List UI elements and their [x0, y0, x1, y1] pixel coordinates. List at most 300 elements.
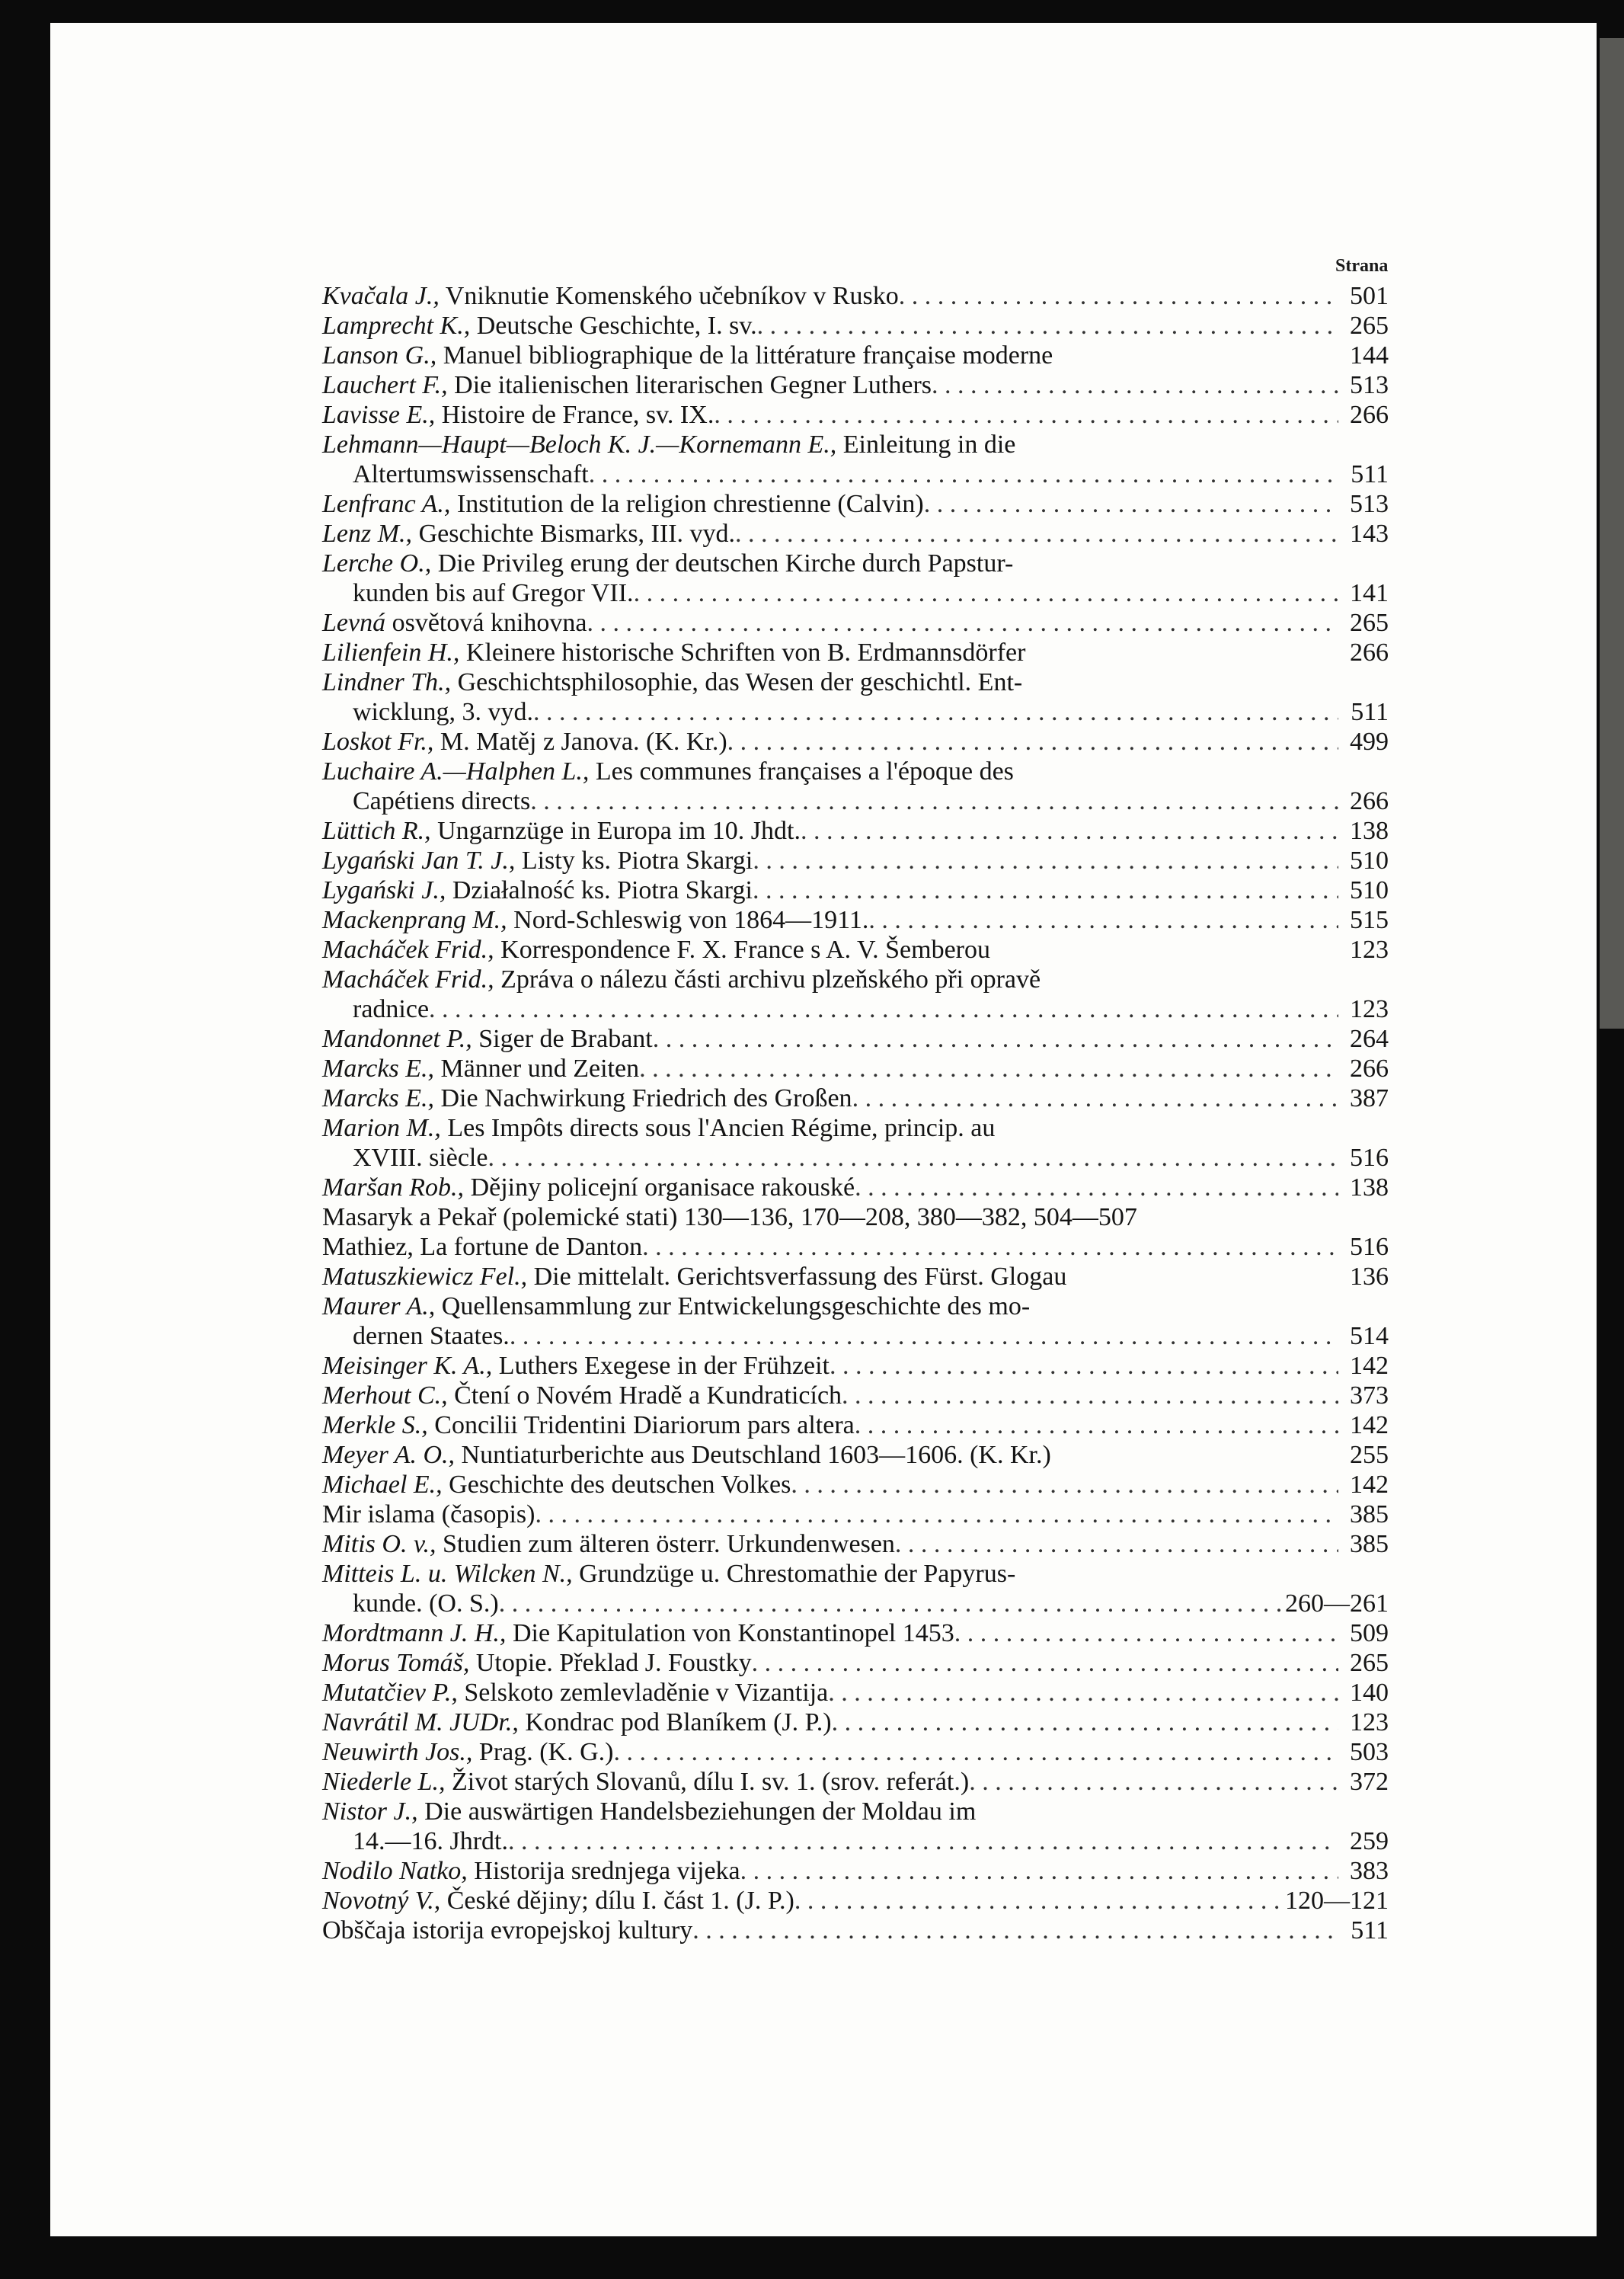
entry-text: [322, 1054, 639, 1083]
entry-author: Lüttich R.,: [322, 817, 431, 845]
index-entry: [322, 1054, 1389, 1083]
entry-title: Deutsche Geschichte, I. sv.: [470, 312, 757, 340]
entry-author: Marcks E.,: [322, 1084, 434, 1112]
entry-title: Siger de Brabant: [472, 1025, 653, 1053]
entry-page: 259: [1350, 1827, 1389, 1855]
index-entry: [322, 994, 1389, 1024]
dot-leader: [794, 1886, 1280, 1916]
entry-title: Geschichte des deutschen Volkes: [442, 1471, 791, 1499]
entry-page: 123: [1350, 936, 1389, 964]
entry-text: [322, 1559, 1015, 1589]
scan-edge-right: [1600, 38, 1624, 1029]
entry-text: [322, 965, 1041, 994]
entry-text: [322, 667, 1022, 697]
entry-text: [322, 1292, 1030, 1321]
entry-text: [322, 1024, 653, 1054]
entry-page: 510: [1350, 876, 1389, 904]
entry-author: Lauchert F.,: [322, 371, 448, 399]
entry-text: [322, 1678, 828, 1708]
index-entry: [322, 1202, 1389, 1232]
entry-author: Lanson G.,: [322, 341, 437, 370]
page-column-label: Strana: [1335, 256, 1389, 276]
index-entry: [322, 1886, 1389, 1916]
entry-text: [322, 935, 990, 965]
index-entry: [322, 816, 1389, 846]
entry-author: Kvačala J.,: [322, 282, 440, 310]
dot-leader: [587, 608, 1339, 638]
dot-leader: [499, 1589, 1280, 1618]
index-entry: [322, 578, 1389, 608]
index-entry: [322, 935, 1389, 965]
index-entry: [322, 1083, 1389, 1113]
entry-text: [353, 459, 589, 489]
entry-author: Lerche O.,: [322, 549, 432, 578]
entry-author: Luchaire A.—Halphen L.,: [322, 757, 590, 786]
entry-author: Mordtmann J. H.,: [322, 1619, 507, 1647]
dot-leader: [752, 1648, 1338, 1678]
entry-text: [322, 1500, 535, 1529]
index-entry: [322, 1589, 1389, 1618]
entry-text: [322, 1232, 642, 1262]
entry-text: [322, 1381, 842, 1410]
index-entry: [322, 1410, 1389, 1440]
entry-title: Geschichtsphilosophie, das Wesen der geschichtl. Ent-: [451, 668, 1023, 696]
entry-text: [322, 875, 753, 905]
index-entry: [322, 1351, 1389, 1381]
index-entry: [322, 549, 1389, 578]
entry-page: 383: [1350, 1857, 1389, 1885]
entry-text: [322, 846, 753, 875]
dot-leader: [639, 1054, 1338, 1083]
entry-title: Die Kapitulation von Konstantinopel 1453: [506, 1619, 954, 1647]
dot-leader: [753, 846, 1338, 875]
index-entry: [322, 1321, 1389, 1351]
entry-text: [322, 519, 735, 549]
entry-text: [322, 489, 924, 519]
entry-text: [322, 311, 757, 341]
entry-text: [353, 1321, 510, 1351]
dot-leader: [714, 400, 1338, 430]
entry-page: 516: [1350, 1233, 1389, 1261]
entry-author: Merhout C.,: [322, 1381, 448, 1410]
entry-text: [353, 1826, 508, 1856]
entry-page: 265: [1350, 312, 1389, 340]
entry-page: 266: [1350, 401, 1389, 429]
entry-title: Nuntiaturberichte aus Deutschland 1603—1606. (K. Kr.): [455, 1441, 1051, 1469]
index-entry: [322, 1232, 1389, 1262]
entry-text: [353, 697, 533, 727]
dot-leader: [753, 875, 1338, 905]
entry-text: [322, 1797, 976, 1826]
entry-page: 140: [1350, 1679, 1389, 1707]
entry-title: Les Impôts directs sous l'Ancien Régime, princip. au: [440, 1114, 996, 1142]
index-entry: [322, 1143, 1389, 1173]
entry-title: Einleitung in die: [836, 431, 1016, 459]
dot-leader: [530, 786, 1338, 816]
entry-text: [322, 608, 587, 638]
entry-author: Lilienfein H.,: [322, 639, 460, 667]
entry-author: Levná: [322, 609, 386, 637]
entry-title: XVIII. siècle: [353, 1144, 488, 1172]
entry-text: [353, 578, 634, 608]
entry-text: [322, 549, 1013, 578]
index-entry: [322, 1440, 1389, 1470]
entry-text: [322, 1083, 852, 1113]
dot-leader: [634, 578, 1338, 608]
index-entry: [322, 400, 1389, 430]
index-entry: [322, 846, 1389, 875]
entry-page: 373: [1350, 1381, 1389, 1410]
index-entry: [322, 1648, 1389, 1678]
entry-title: Selskoto zemlevladěnie v Vizantija: [457, 1679, 829, 1707]
bibliography-index: [322, 281, 1389, 1945]
entry-author: Marion M.,: [322, 1114, 441, 1142]
entry-title: Die Nachwirkung Friedrich des Großen: [433, 1084, 852, 1112]
entry-author: Merkle S.,: [322, 1411, 428, 1439]
entry-title: České dějiny; dílu I. část 1. (J. P.): [440, 1887, 794, 1915]
entry-page: 387: [1350, 1084, 1389, 1112]
index-entry: [322, 1767, 1389, 1797]
entry-page: 511: [1351, 460, 1389, 488]
entry-title: Čtení o Novém Hradě a Kundraticích: [447, 1381, 842, 1410]
index-entry: [322, 1708, 1389, 1737]
entry-page: 514: [1350, 1322, 1389, 1350]
entry-author: Loskot Fr.,: [322, 728, 434, 756]
entry-title: Grundzüge u. Chrestomathie der Papyrus-: [572, 1560, 1016, 1588]
entry-title: Kleinere historische Schriften von B. Erdmannsdörfer: [459, 639, 1026, 667]
entry-title: M. Matěj z Janova. (K. Kr.): [433, 728, 727, 756]
index-entry: [322, 1262, 1389, 1292]
dot-leader: [642, 1232, 1338, 1262]
entry-page: 141: [1350, 579, 1389, 607]
entry-text: [322, 1856, 740, 1886]
dot-leader: [653, 1024, 1338, 1054]
dot-leader: [613, 1737, 1338, 1767]
entry-title: Dějiny policejní organisace rakouské: [464, 1173, 855, 1202]
entry-text: [322, 370, 932, 400]
entry-text: [322, 1648, 752, 1678]
entry-author: Mackenprang M.,: [322, 906, 507, 934]
entry-author: Lygański J.,: [322, 876, 446, 904]
entry-author: Nistor J.,: [322, 1797, 418, 1826]
entry-page: 138: [1350, 1173, 1389, 1202]
entry-title: Masaryk a Pekař (polemické stati) 130—136, 170—208, 380—382, 504—507: [322, 1203, 1137, 1231]
entry-title: radnice: [353, 995, 430, 1023]
entry-title: Concilii Tridentini Diariorum pars altera: [427, 1411, 855, 1439]
dot-leader: [855, 1173, 1338, 1202]
entry-title: Die auswärtigen Handelsbeziehungen der Moldau im: [417, 1797, 977, 1826]
dot-leader: [533, 697, 1338, 727]
entry-page: 503: [1350, 1738, 1389, 1766]
index-entry: [322, 459, 1389, 489]
dot-leader: [508, 1826, 1338, 1856]
index-entry: [322, 281, 1389, 311]
entry-author: Macháček Frid.,: [322, 965, 494, 994]
entry-text: [322, 1113, 995, 1143]
entry-page: 266: [1350, 1055, 1389, 1083]
entry-title: wicklung, 3. vyd.: [353, 698, 534, 726]
dot-leader: [830, 1351, 1338, 1381]
entry-text: [322, 1916, 692, 1945]
dot-leader: [488, 1143, 1338, 1173]
entry-page: 136: [1350, 1263, 1389, 1291]
dot-leader: [895, 1529, 1338, 1559]
entry-author: Marcks E.,: [322, 1055, 434, 1083]
entry-title: 14.—16. Jhrdt.: [353, 1827, 508, 1855]
index-entry: [322, 1292, 1389, 1321]
entry-text: [322, 1529, 895, 1559]
entry-page: 265: [1350, 609, 1389, 637]
index-entry: [322, 1113, 1389, 1143]
entry-page: 510: [1350, 847, 1389, 875]
dot-leader: [735, 519, 1338, 549]
index-entry: [322, 341, 1389, 370]
entry-text: [322, 638, 1025, 667]
index-entry: [322, 430, 1389, 459]
entry-page: 509: [1350, 1619, 1389, 1647]
entry-page: 516: [1350, 1144, 1389, 1172]
dot-leader: [842, 1381, 1338, 1410]
entry-title: Ungarnzüge in Europa im 10. Jhdt.: [430, 817, 801, 845]
entry-page: 120—121: [1285, 1887, 1389, 1915]
dot-leader: [924, 489, 1338, 519]
entry-page: 143: [1350, 520, 1389, 548]
entry-author: Maršan Rob.,: [322, 1173, 465, 1202]
entry-page: 138: [1350, 817, 1389, 845]
entry-author: Mandonnet P.,: [322, 1025, 472, 1053]
entry-title: Capétiens directs: [353, 787, 531, 815]
index-entry: [322, 697, 1389, 727]
entry-text: [322, 1351, 830, 1381]
index-entry: [322, 1618, 1389, 1648]
entry-text: [322, 1886, 794, 1916]
entry-title: Die mittelalt. Gerichtsverfassung des Fürst. Glogau: [527, 1263, 1067, 1291]
entry-author: Matuszkiewicz Fel.,: [322, 1263, 528, 1291]
entry-text: [322, 1173, 855, 1202]
dot-leader: [868, 905, 1338, 935]
entry-page: 123: [1350, 1708, 1389, 1736]
dot-leader: [510, 1321, 1338, 1351]
entry-author: Neuwirth Jos.,: [322, 1738, 473, 1766]
entry-page: 266: [1350, 787, 1389, 815]
entry-page: 501: [1350, 282, 1389, 310]
entry-text: [322, 727, 727, 757]
entry-text: [353, 1589, 499, 1618]
entry-page: 142: [1350, 1471, 1389, 1499]
dot-leader: [954, 1618, 1338, 1648]
entry-page: 385: [1350, 1530, 1389, 1558]
entry-text: [353, 786, 530, 816]
entry-title: Altertumswissenschaft: [353, 460, 589, 488]
entry-page: 513: [1350, 490, 1389, 518]
entry-text: [322, 1202, 1137, 1232]
entry-text: [322, 1440, 1051, 1470]
entry-title: Zpráva o nálezu části archivu plzeňského při opravě: [494, 965, 1041, 994]
index-entry: [322, 965, 1389, 994]
entry-text: [322, 1262, 1066, 1292]
entry-page: 144: [1350, 341, 1389, 370]
entry-author: Lavisse E.,: [322, 401, 436, 429]
index-entry: [322, 1856, 1389, 1886]
entry-author: Mitteis L. u. Wilcken N.,: [322, 1560, 573, 1588]
entry-title: dernen Staates.: [353, 1322, 510, 1350]
entry-page: 255: [1350, 1441, 1389, 1469]
index-entry: [322, 1024, 1389, 1054]
entry-author: Navrátil M. JUDr.,: [322, 1708, 519, 1736]
entry-author: Nodilo Natko,: [322, 1857, 468, 1885]
index-entry: [322, 786, 1389, 816]
index-entry: [322, 1470, 1389, 1500]
entry-text: [322, 1737, 613, 1767]
index-entry: [322, 1737, 1389, 1767]
entry-text: [322, 1618, 954, 1648]
entry-page: 511: [1351, 1916, 1389, 1945]
dot-leader: [828, 1678, 1338, 1708]
entry-title: Korrespondence F. X. France s A. V. Šemberou: [494, 936, 991, 964]
entry-page: 499: [1350, 728, 1389, 756]
index-entry: [322, 1559, 1389, 1589]
entry-page: 264: [1350, 1025, 1389, 1053]
entry-text: [322, 816, 801, 846]
dot-leader: [589, 459, 1338, 489]
entry-page: 123: [1350, 995, 1389, 1023]
entry-title: Institution de la religion chrestienne (Calvin): [450, 490, 924, 518]
index-entry: [322, 1381, 1389, 1410]
entry-title: Mathiez, La fortune de Danton: [322, 1233, 643, 1261]
entry-title: Die italienischen literarischen Gegner Luthers: [447, 371, 932, 399]
index-entry: [322, 638, 1389, 667]
entry-author: Lenfranc A.,: [322, 490, 451, 518]
index-entry: [322, 370, 1389, 400]
entry-title: Život starých Slovanů, dílu I. sv. 1. (srov. referát.): [445, 1768, 970, 1796]
entry-title: Kondrac pod Blaníkem (J. P.): [518, 1708, 832, 1736]
dot-leader: [429, 994, 1338, 1024]
dot-leader: [932, 370, 1338, 400]
dot-leader: [692, 1916, 1338, 1945]
entry-text: [322, 1708, 832, 1737]
entry-page: 266: [1350, 639, 1389, 667]
entry-page: 513: [1350, 371, 1389, 399]
entry-author: Lygański Jan T. J.,: [322, 847, 516, 875]
entry-title: Działalność ks. Piotra Skargi: [446, 876, 753, 904]
entry-text: [322, 1767, 969, 1797]
entry-author: Lenz M.,: [322, 520, 413, 548]
entry-title: Obščaja istorija evropejskoj kultury: [322, 1916, 693, 1945]
entry-page: 260—261: [1285, 1589, 1389, 1618]
entry-title: Les communes françaises a l'époque des: [589, 757, 1014, 786]
entry-author: Michael E.,: [322, 1471, 443, 1499]
entry-text: [322, 1410, 855, 1440]
index-entry: [322, 489, 1389, 519]
entry-title: Geschichte Bismarks, III. vyd.: [412, 520, 736, 548]
dot-leader: [855, 1410, 1338, 1440]
index-entry: [322, 1916, 1389, 1945]
entry-author: Mutatčiev P.,: [322, 1679, 458, 1707]
index-entry: [322, 1826, 1389, 1856]
dot-leader: [757, 311, 1338, 341]
entry-author: Lindner Th.,: [322, 668, 452, 696]
entry-title: osvětová knihovna: [385, 609, 587, 637]
index-entry: [322, 905, 1389, 935]
entry-text: [353, 1143, 488, 1173]
index-entry: [322, 875, 1389, 905]
index-entry: [322, 1678, 1389, 1708]
entry-title: Mir islama (časopis): [322, 1500, 535, 1528]
entry-page: 142: [1350, 1352, 1389, 1380]
entry-author: Lamprecht K.,: [322, 312, 471, 340]
entry-page: 511: [1351, 698, 1389, 726]
entry-author: Morus Tomáš,: [322, 1649, 470, 1677]
entry-text: [322, 905, 868, 935]
entry-page: 372: [1350, 1768, 1389, 1796]
entry-title: Quellensammlung zur Entwickelungsgeschichte des mo-: [435, 1292, 1031, 1320]
entry-page: 385: [1350, 1500, 1389, 1528]
entry-title: Die Privileg erung der deutschen Kirche durch Papstur-: [431, 549, 1014, 578]
index-entry: [322, 667, 1389, 697]
entry-text: [322, 281, 899, 311]
index-entry: [322, 1529, 1389, 1559]
entry-author: Niederle L.,: [322, 1768, 446, 1796]
entry-page: 142: [1350, 1411, 1389, 1439]
index-entry: [322, 608, 1389, 638]
entry-title: Luthers Exegese in der Frühzeit: [492, 1352, 830, 1380]
entry-author: Novotný V.,: [322, 1887, 441, 1915]
entry-author: Mitis O. v.,: [322, 1530, 436, 1558]
entry-title: kunden bis auf Gregor VII.: [353, 579, 634, 607]
dot-leader: [791, 1470, 1338, 1500]
dot-leader: [801, 816, 1338, 846]
entry-title: Studien zum älteren österr. Urkundenwesen: [436, 1530, 895, 1558]
entry-author: Meisinger K. A.,: [322, 1352, 493, 1380]
entry-page: 515: [1350, 906, 1389, 934]
entry-author: Maurer A.,: [322, 1292, 436, 1320]
entry-text: [353, 994, 429, 1024]
dot-leader: [899, 281, 1338, 311]
entry-page: 265: [1350, 1649, 1389, 1677]
entry-title: kunde. (O. S.): [353, 1589, 499, 1618]
entry-author: Meyer A. O.,: [322, 1441, 456, 1469]
index-entry: [322, 1500, 1389, 1529]
entry-title: Utopie. Překlad J. Foustky: [469, 1649, 752, 1677]
entry-title: Nord-Schleswig von 1864—1911.: [507, 906, 869, 934]
dot-leader: [969, 1767, 1338, 1797]
index-entry: [322, 727, 1389, 757]
dot-leader: [852, 1083, 1338, 1113]
entry-title: Vniknutie Komenského učebníkov v Rusko: [439, 282, 899, 310]
entry-author: Macháček Frid.,: [322, 936, 494, 964]
entry-text: [322, 430, 1015, 459]
entry-title: Historija srednjega vijeka: [467, 1857, 740, 1885]
entry-text: [322, 400, 714, 430]
entry-text: [322, 341, 1053, 370]
entry-title: Manuel bibliographique de la littérature française moderne: [436, 341, 1053, 370]
index-entry: [322, 1173, 1389, 1202]
index-entry: [322, 519, 1389, 549]
dot-leader: [740, 1856, 1338, 1886]
entry-title: Prag. (K. G.): [472, 1738, 614, 1766]
index-entry: [322, 757, 1389, 786]
entry-title: Histoire de France, sv. IX.: [435, 401, 714, 429]
entry-title: Listy ks. Piotra Skargi: [515, 847, 753, 875]
dot-leader: [832, 1708, 1338, 1737]
entry-text: [322, 1470, 791, 1500]
entry-text: [322, 757, 1014, 786]
dot-leader: [727, 727, 1338, 757]
index-entry: [322, 311, 1389, 341]
index-entry: [322, 1797, 1389, 1826]
dot-leader: [535, 1500, 1339, 1529]
entry-title: Männer und Zeiten: [433, 1055, 640, 1083]
